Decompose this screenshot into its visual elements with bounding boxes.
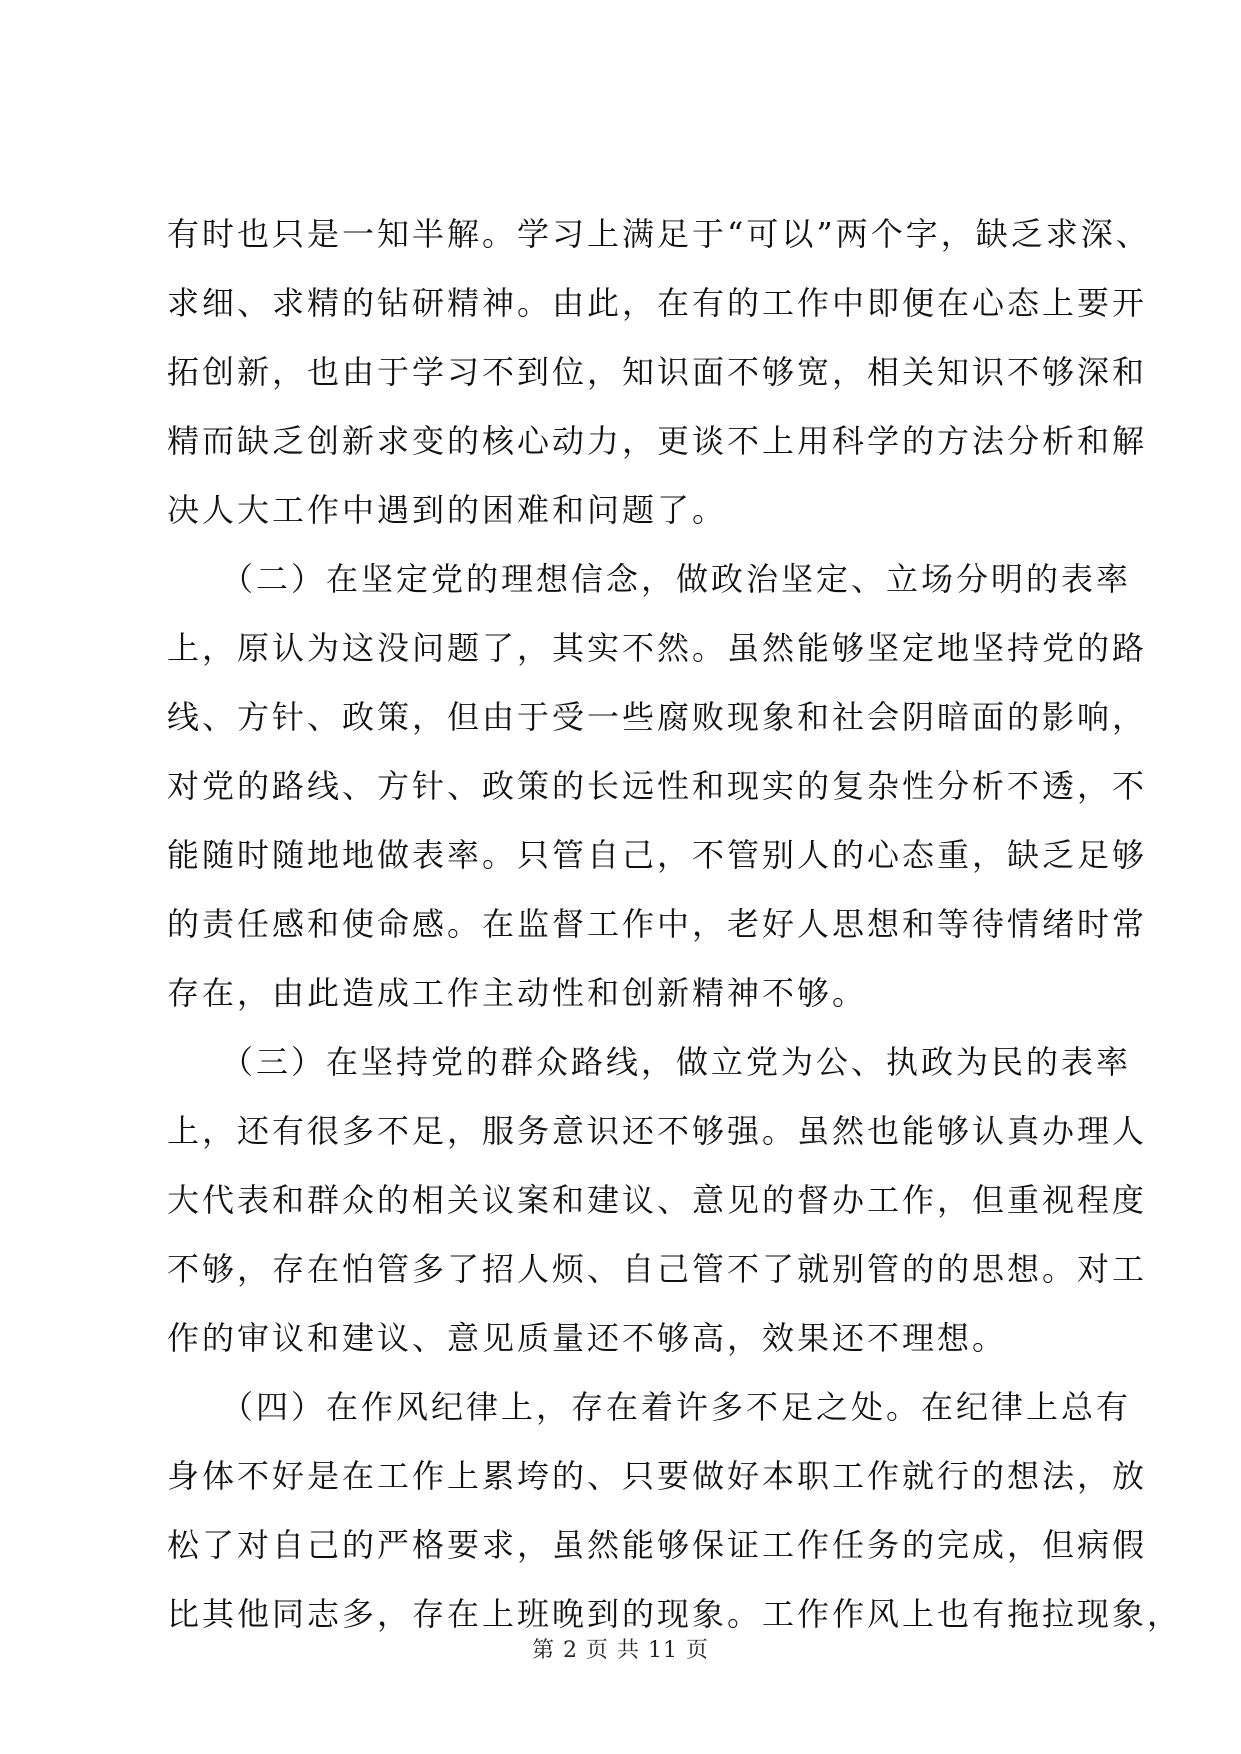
text-line: 的责任感和使命感。在监督工作中，老好人思想和等待情绪时常	[167, 905, 1148, 943]
text-line: 对党的路线、方针、政策的长远性和现实的复杂性分析不透，不	[167, 767, 1148, 805]
text-line: 有时也只是一知半解。学习上满足于“可以”两个字，缺乏求深、	[167, 215, 1151, 253]
text-line: 能随时随地地做表率。只管自己，不管别人的心态重，缺乏足够	[167, 836, 1148, 874]
text-line: （三）在坚持党的群众路线，做立党为公、执政为民的表率	[167, 1043, 1132, 1081]
text-line: （四）在作风纪律上，存在着许多不足之处。在纪律上总有	[167, 1388, 1132, 1426]
text-line: 上，原认为这没问题了，其实不然。虽然能够坚定地坚持党的路	[167, 629, 1148, 667]
text-line: 大代表和群众的相关议案和建议、意见的督办工作，但重视程度	[167, 1181, 1148, 1219]
text-line: 身体不好是在工作上累垮的、只要做好本职工作就行的想法，放	[167, 1457, 1148, 1495]
text-line: 求细、求精的钻研精神。由此，在有的工作中即便在心态上要开	[167, 284, 1148, 322]
text-line: 松了对自己的严格要求，虽然能够保证工作任务的完成，但病假	[167, 1526, 1148, 1564]
text-line: 线、方针、政策，但由于受一些腐败现象和社会阴暗面的影响，	[167, 698, 1148, 736]
text-line: 拓创新，也由于学习不到位，知识面不够宽，相关知识不够深和	[167, 353, 1148, 391]
body-text	[167, 200, 1183, 1649]
text-line: 作的审议和建议、意见质量还不够高，效果还不理想。	[167, 1319, 1008, 1357]
text-line: 决人大工作中遇到的困难和问题了。	[167, 491, 728, 529]
page-footer: 第 2 页 共 11 页	[532, 1638, 709, 1663]
text-line: 精而缺乏创新求变的核心动力，更谈不上用科学的方法分析和解	[167, 422, 1148, 460]
text-line: 比其他同志多，存在上班晚到的现象。工作作风上也有拖拉现象，	[167, 1595, 1183, 1633]
text-line: 存在，由此造成工作主动性和创新精神不够。	[167, 974, 868, 1012]
text-line: 上，还有很多不足，服务意识还不够强。虽然也能够认真办理人	[167, 1112, 1148, 1150]
text-line: 不够，存在怕管多了招人烦、自己管不了就别管的的思想。对工	[167, 1250, 1148, 1288]
text-line: （二）在坚定党的理想信念，做政治坚定、立场分明的表率	[167, 560, 1132, 598]
